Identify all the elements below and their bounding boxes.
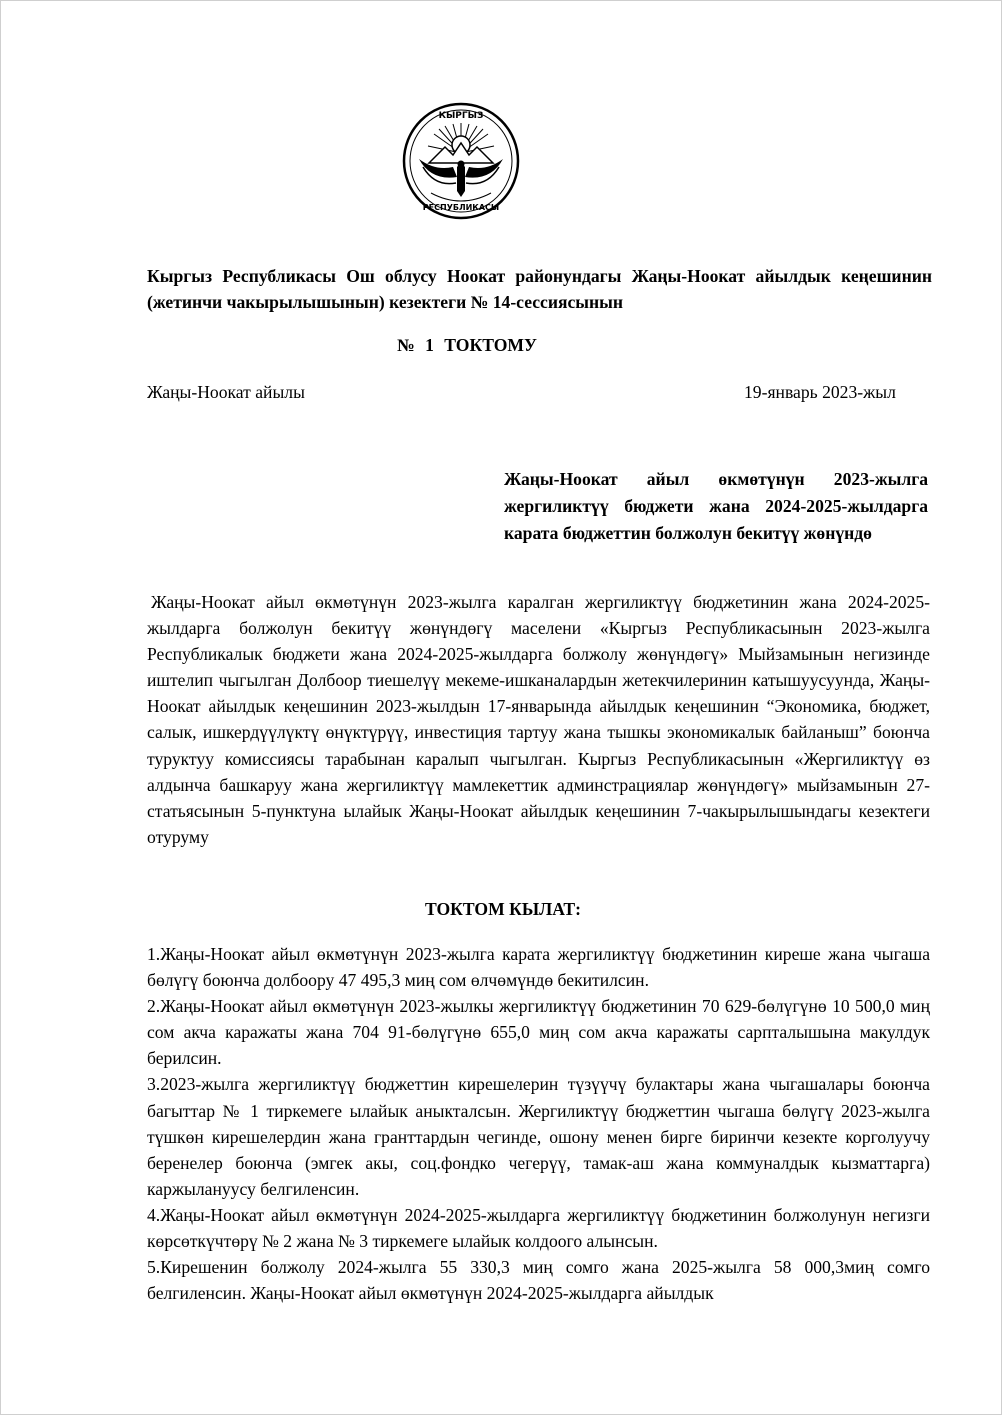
preamble-paragraph: Жаңы-Ноокат айыл өкмөтүнүн 2023-жылга каралган жергиликтүү бюджетинин жана 2024-2025-жылдарга болжолун бекитүү жөнүндөгү маселени «Кыргыз Республикасынын 2023-жылга Республикалык бюджети жана 2024-2025-жылдарга болжолу жөнүндөгү» Мыйзамынын негизинде иштелип чыгылган Долбоор тиешелүү мекеме-ишканалардын жетекчилеринин катышуусуунда, Жаңы-Ноокат айылдык кеңешинин 2023-жылдын 17-январында айылдык кеңешинин “Экономика, бюджет, салык, ишкердүүлүктү өнүктүрүү, инвестиция тартуу жана тышкы экономикалык байланыш” боюнча туруктуу комиссиясы тарабынан каралып чыгылган. Кыргыз Республикасынын «Жергиликтүү өз алдынча башкаруу жана жергиликтүү мамлекеттик админстрациялар жөнүндөгү» мыйзамынын 27-статьясынын 5-пунктуна ылайык Жаңы-Ноокат айылдык кеңешинин 7-чакырылышындагы кезектеги отуруму [147,592,930,847]
resolution-items [147,941,930,1306]
resolution-item: 2.Жаңы-Ноокат айыл өкмөтүнүн 2023-жылкы жергиликтүү бюджетинин 70 629-бөлүгүнө 10 500,0 миң сом акча каражаты жана 704 91-бөлүгүнө 655,0 миң сом акча каражаты сарпталышына макулдук берилсин. [147,996,930,1069]
emblem-graphic [401,101,521,221]
resolve-heading: ТОКТОМ КЫЛАТ: [424,899,582,919]
place-of-adoption: Жаңы-Ноокат айылы [147,382,305,402]
emblem-text-top: КЫРГЫЗ [438,111,484,121]
resolution-item: 1.Жаңы-Ноокат айыл өкмөтүнүн 2023-жылга карата жергиликтүү бюджетинин киреше жана чыгаша бөлүгү боюнча долбоору 47 495,3 миң сом өлчөмүндө бекитилсин. [147,944,930,991]
emblem-text-bottom: РЕСПУБЛИКАСЫ [422,203,500,212]
resolution-subject: Жаңы-Ноокат айыл өкмөтүнүн 2023-жылга жергиликтүү бюджети жана 2024-2025-жылдарга карата бюджеттин болжолун бекитүү жөнүндө [504,469,928,543]
resolution-number: № 1 ТОКТОМУ [397,335,537,355]
date-of-adoption: 19-январь 2023-жыл [744,382,896,402]
resolution-item: 4.Жаңы-Ноокат айыл өкмөтүнүн 2024-2025-жылдарга жергиликтүү бюджетинин болжолунун негизги көрсөткүчтөрү № 2 жана № 3 тиркемеге ылайык колдоого алынсын. [147,1204,930,1252]
resolution-item: 3.2023-жылга жергиликтүү бюджеттин кирешелерин түзүүчү булактары жана чыгашалары боюнча багыттар № 1 тиркемеге ылайык аныкталсын. Жергиликтүү бюджеттин чыгаша бөлүгү 2023-жылга түшкөн кирешелердин жана гранттардын чегинде, ошону менен бирге биринчи кезекте корголуучу беренелер боюнча (эмгек акы, соц.фондко чегерүү, тамак-аш жана коммуналдык кызматтарга) каржылануусу белгиленсин. [147,1074,930,1199]
state-emblem-icon [401,101,521,221]
council-session-title: Кыргыз Республикасы Ош облусу Ноокат районундагы Жаңы-Ноокат айылдык кеңешинин (жетинчи чакырылышынын) кезектеги № 14-сессиясынын [147,266,932,312]
resolution-item: 5.Кирешенин болжолу 2024-жылга 55 330,3 миң сомго жана 2025-жылга 58 000,3миң сомго белгиленсин. Жаңы-Ноокат айыл өкмөтүнүн 2024-2025-жылдарга айылдык [147,1257,930,1304]
